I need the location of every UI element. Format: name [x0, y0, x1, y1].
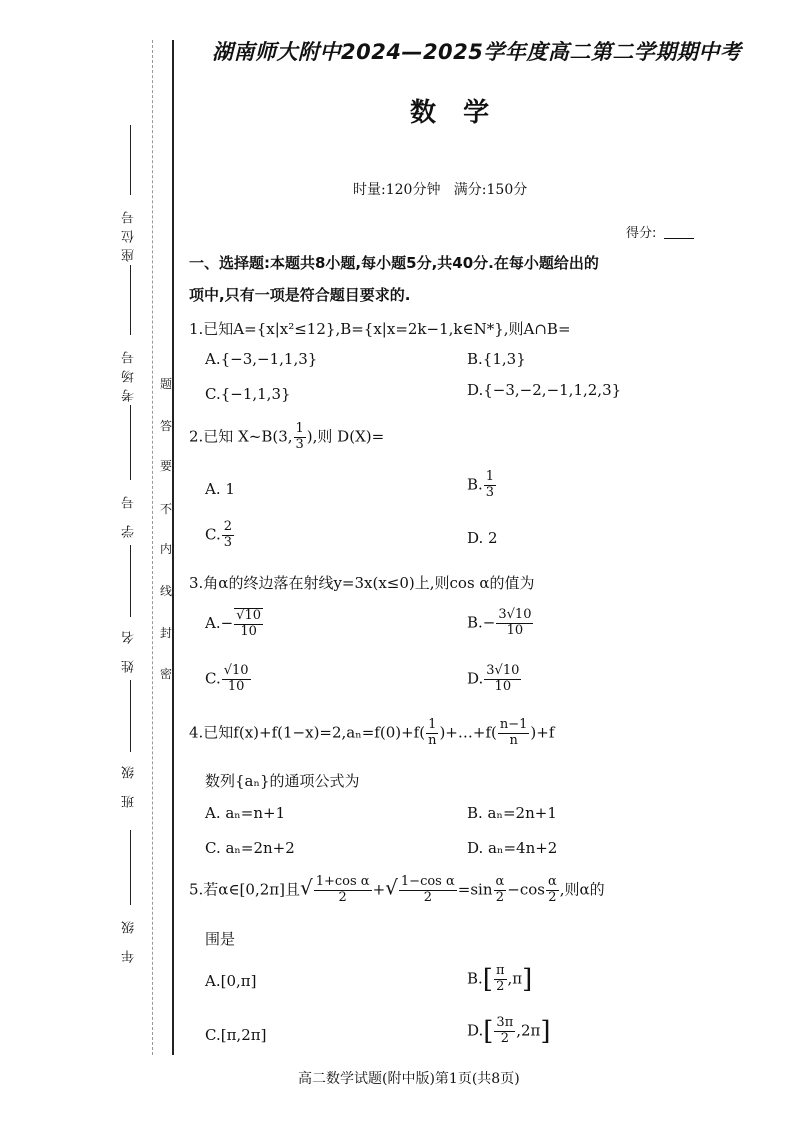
seal-char: 线: [160, 584, 173, 598]
name-label: 姓 名: [122, 625, 137, 674]
q5-option-a[interactable]: A.[0,π]: [205, 972, 257, 990]
q1-option-c[interactable]: C.{−1,1,3}: [205, 385, 291, 403]
seat-blank[interactable]: [130, 125, 131, 195]
subject-title: 数 学: [410, 98, 490, 128]
q4-stem: 4.已知f(x)+f(1−x)=2,aₙ=f(0)+f( $\frac{1}{n}$ )+…+f( $\frac{n-1}{n}$ )+f: [189, 717, 555, 748]
time-info: 时量:120分钟 满分:150分: [353, 182, 528, 198]
q3-option-a[interactable]: A.− $\frac{√10}{10}$: [205, 608, 262, 639]
q2-option-a[interactable]: A. 1: [205, 480, 235, 498]
q2-stem: 2.已知 X~B(3, $\frac{1}{3}$ ),则 D(X)=: [189, 421, 385, 452]
q2-option-d[interactable]: D. 2: [467, 529, 498, 547]
q4-stem-line2: 数列{aₙ}的通项公式为: [205, 772, 360, 790]
section-heading-line2: 项中,只有一项是符合题目要求的.: [189, 286, 411, 304]
score-label: 得分:: [626, 226, 657, 241]
binding-dashed-line: [152, 40, 153, 1055]
q1-option-a[interactable]: A.{−3,−1,1,3}: [205, 350, 318, 368]
seal-char: 封: [160, 626, 173, 640]
q5-option-d[interactable]: D.[ $\frac{3\pi}{2}$ ,2π]: [467, 1015, 551, 1047]
q5-stem: 5.若α∈[0,2π]且√ $\frac{\text{1+cos α}}{2}$ +√ $\frac{\text{1−cos α}}{2}$ =sin $\frac{\alpha}{2}$ −cos $\frac{\alpha}{2}$ ,则α的: [189, 874, 605, 905]
section-heading-line1: 一、选择题:本题共8小题,每小题5分,共40分.在每小题给出的: [189, 254, 599, 272]
q5-option-b[interactable]: B.[ $\frac{\pi}{2}$ ,π]: [467, 963, 533, 995]
score-blank[interactable]: [664, 238, 694, 239]
seat-label: 座位号: [122, 205, 137, 262]
student-id-blank[interactable]: [130, 405, 131, 480]
page-footer: 高二数学试题(附中版)第1页(共8页): [298, 1071, 520, 1087]
seal-char: 答: [160, 419, 173, 433]
q4-option-d[interactable]: D. aₙ=4n+2: [467, 839, 558, 857]
q1-option-d[interactable]: D.{−3,−2,−1,1,2,3}: [467, 381, 622, 399]
q5-stem-line2: 围是: [205, 930, 236, 948]
q2-option-b[interactable]: B. $\frac{1}{3}$: [467, 469, 495, 500]
q5-option-c[interactable]: C.[π,2π]: [205, 1026, 267, 1044]
q4-option-b[interactable]: B. aₙ=2n+1: [467, 804, 557, 822]
q2-option-c[interactable]: C. $\frac{2}{3}$: [205, 519, 232, 550]
class-blank[interactable]: [130, 680, 131, 752]
seal-char: 内: [160, 542, 173, 556]
exam-room-blank[interactable]: [130, 265, 131, 335]
q3-option-d[interactable]: D. $\frac{3√10}{10}$: [467, 663, 520, 694]
q3-option-b[interactable]: B.− $\frac{3√10}{10}$: [467, 607, 532, 638]
exam-room-label: 考场号: [122, 345, 137, 402]
q1-option-b[interactable]: B.{1,3}: [467, 350, 526, 368]
q4-option-c[interactable]: C. aₙ=2n+2: [205, 839, 295, 857]
student-id-label: 学 号: [122, 490, 137, 539]
seal-char: 题: [160, 377, 173, 391]
class-label: 班 级: [122, 760, 137, 809]
name-blank[interactable]: [130, 545, 131, 617]
seal-char: 要: [160, 459, 173, 473]
q3-option-c[interactable]: C. $\frac{√10}{10}$: [205, 663, 249, 694]
q4-option-a[interactable]: A. aₙ=n+1: [205, 804, 286, 822]
seal-char: 不: [160, 502, 173, 516]
grade-label: 年 级: [122, 915, 137, 964]
q1-stem: 1.已知A={x|x²≤12},B={x|x=2k−1,k∈N*},则A∩B=: [189, 320, 571, 338]
binding-line: [172, 40, 174, 1055]
grade-blank[interactable]: [130, 830, 131, 905]
q3-stem: 3.角α的终边落在射线y=3x(x≤0)上,则cos α的值为: [189, 574, 535, 592]
seal-char: 密: [160, 667, 173, 681]
exam-title: 湖南师大附中2024—2025学年度高二第二学期期中考: [212, 40, 742, 64]
